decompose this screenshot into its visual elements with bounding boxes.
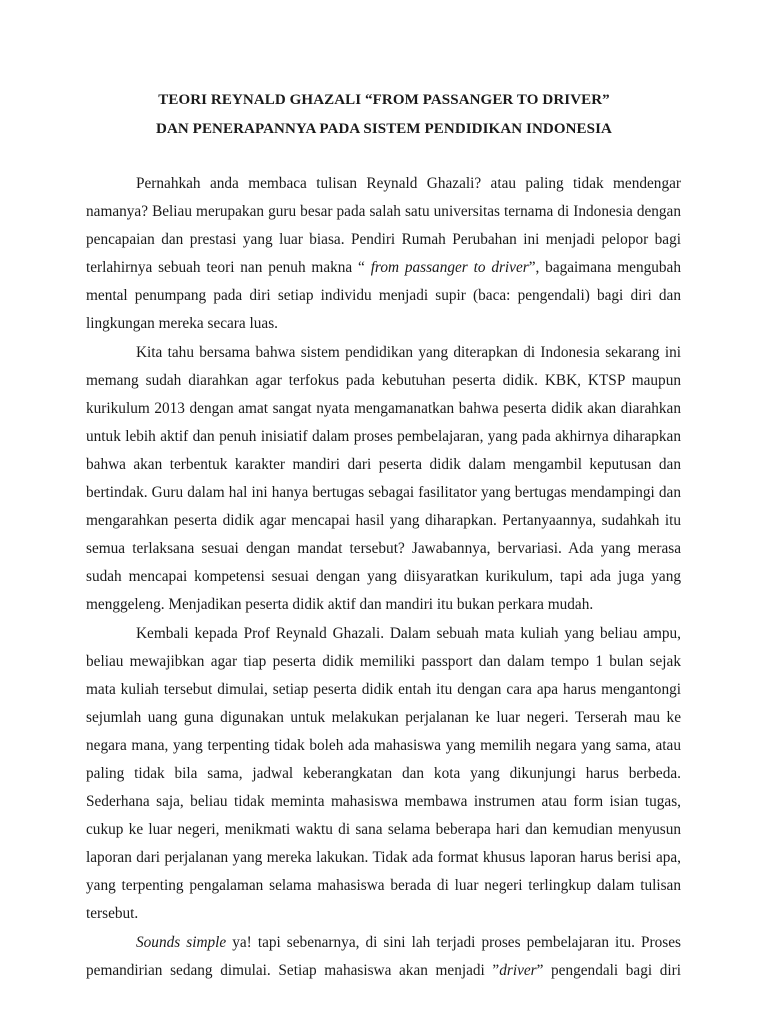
document-body [86, 170, 681, 985]
paragraph-1-text-b: ”, bagaimana mengubah mental penumpang pada diri setiap individu menjadi supir (baca: pengendali) bagi diri dan lingkungan mereka secara luas. [86, 259, 681, 333]
paragraph-2: Kita tahu bersama bahwa sistem pendidikan yang diterapkan di Indonesia sekarang ini memang sudah diarahkan agar terfokus pada kebutuhan peserta didik. KBK, KTSP maupun kurikulum 2013 dengan amat sangat nyata mengamanatkan bahwa peserta didik akan diarahkan untuk lebih aktif dan penuh inisiatif dalam proses pembelajaran, yang pada akhirnya diharapkan bahwa akan terbentuk karakter mandiri dari peserta didik dalam mengambil keputusan dan bertindak. Guru dalam hal ini hanya bertugas sebagai fasilitator yang bertugas mendampingi dan mengarahkan peserta didik agar mencapai hasil yang diharapkan. Pertanyaannya, sudahkah itu semua terlaksana sesuai dengan mandat tersebut? Jawabannya, bervariasi. Ada yang merasa sudah mencapai kompetensi sesuai dengan yang diisyaratkan kurikulum, tapi ada juga yang menggeleng. Menjadikan peserta didik aktif dan mandiri itu bukan perkara mudah. [86, 343, 681, 614]
paragraph-4-text-b: ” pengendali bagi diri [536, 961, 681, 979]
paragraph-1-text-a: Pernahkah anda membaca tulisan Reynald Ghazali? atau paling tidak mendengar namanya? Beliau merupakan guru besar pada salah satu universitas ternama di Indonesia dengan pencapaian dan prestasi yang luar biasa. Pendiri Rumah Perubahan ini menjadi pelopor bagi terlahirnya sebuah teori nan penuh makna “ [86, 175, 681, 277]
paragraph-4 [86, 929, 681, 985]
paragraph-1-emphasis: from passanger to driver [370, 259, 529, 277]
document-title-line-1: TEORI REYNALD GHAZALI “FROM PASSANGER TO DRIVER” [158, 92, 610, 108]
paragraph-1 [86, 170, 681, 339]
paragraph-4-emphasis-1: Sounds simple [136, 933, 227, 951]
document-title-line-2: DAN PENERAPANNYA PADA SISTEM PENDIDIKAN INDONESIA [156, 121, 612, 137]
paragraph-3: Kembali kepada Prof Reynald Ghazali. Dalam sebuah mata kuliah yang beliau ampu, beliau mewajibkan agar tiap peserta didik memiliki passport dan dalam tempo 1 bulan sejak mata kuliah tersebut dimulai, setiap peserta didik entah itu dengan cara apa harus mengantongi sejumlah uang guna digunakan untuk melakukan perjalanan ke luar negeri. Terserah mau ke negara mana, yang terpenting tidak boleh ada mahasiswa yang memilih negara yang sama, atau paling tidak bila sama, jadwal keberangkatan dan kota yang dikunjungi harus berbeda. Sederhana saja, beliau tidak meminta mahasiswa membawa instrumen atau form isian tugas, cukup ke luar negeri, menikmati waktu di sana selama beberapa hari dan kemudian menyusun laporan dari perjalanan yang mereka lakukan. Tidak ada format khusus laporan harus berisi apa, yang terpenting pengalaman selama mahasiswa berada di luar negeri terlingkup dalam tulisan tersebut. [86, 624, 681, 923]
paragraph-4-text-a: ya! tapi sebenarnya, di sini lah terjadi proses pembelajaran itu. Proses pemandirian sedang dimulai. Setiap mahasiswa akan menjadi ” [86, 933, 681, 979]
paragraph-4-emphasis-2: driver [499, 961, 537, 979]
